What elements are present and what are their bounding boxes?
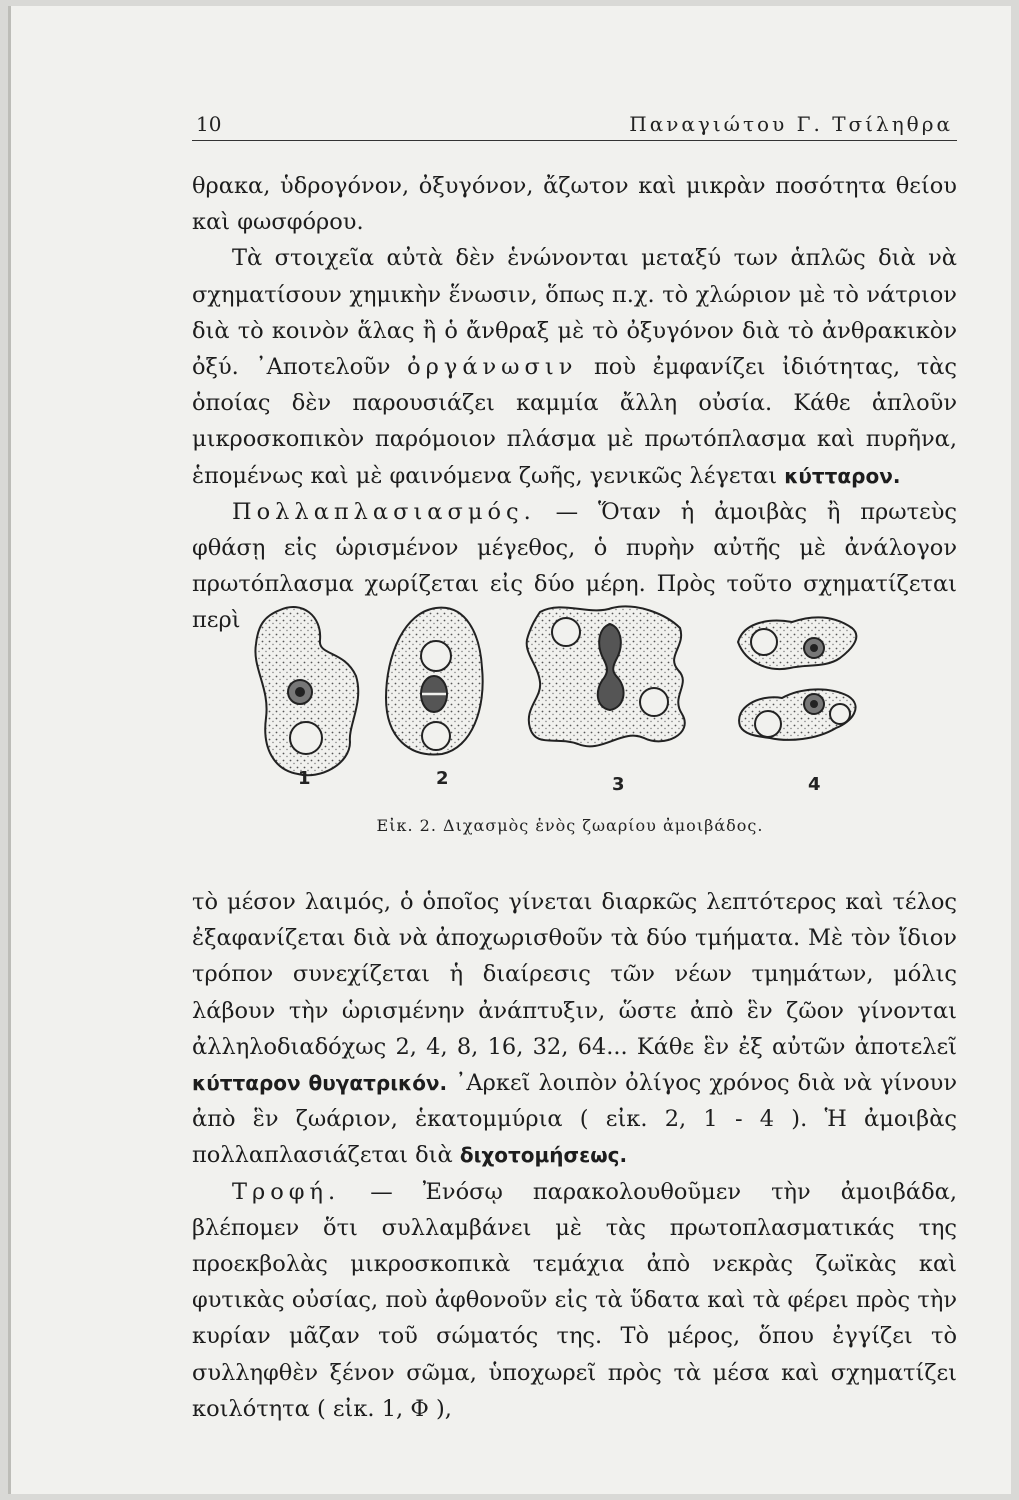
bold-term-kyttaron: κύτταρον. <box>784 463 901 488</box>
amoeba-illustration <box>240 598 960 800</box>
figure-label-1: 1 <box>298 768 311 789</box>
amoeba-stage-2 <box>386 608 483 755</box>
amoeba-stage-3 <box>527 606 685 746</box>
paragraph-5-text: — Ἐνόσῳ παρακολουθοῦμεν τὴν ἀμοιβάδα, βλέπομεν ὅτι συλλαμβάνει μὲ τὰς πρωτοπλασματικάς της προεκβολὰς μικροσκοπικὰ τεμάχια ἀπὸ νεκρὰς ζωϊκὰς καὶ φυτικὰς οὐσίας, ποὺ ἀφθονοῦν εἰς τὰ ὕδατα καὶ τὰ φέρει πρὸς τὴν κυρίαν μᾶζαν τοῦ σώματός της. Τὸ μέρος, ὅπου ἐγγίζει τὸ συλληφθὲν ξένον σῶμα, ὑποχωρεῖ πρὸς τὰ μέσα καὶ σχηματίζει κοιλότητα ( εἰκ. 1, Φ ), <box>192 1178 957 1422</box>
paragraph-1: θρακα, ὑδρογόνον, ὀξυγόνον, ἄζωτον καὶ μικρὰν ποσότητα θείου καὶ φωσφόρου. <box>192 173 957 236</box>
page-number: 10 <box>196 112 222 136</box>
spaced-term-organosin: ὀργάνωσιν <box>407 354 578 381</box>
bold-term-daughter-cell: κύτταρον θυγατρικόν. <box>192 1071 448 1096</box>
bold-term-dichotomy: διχοτομήσεως. <box>459 1143 628 1168</box>
section-heading-multiplication: Πολλαπλασιασμός. <box>232 498 536 525</box>
page-header <box>192 110 957 141</box>
figure-label-2: 2 <box>436 768 449 789</box>
paragraph-4-part-a: τὸ μέσον λαιμός, ὁ ὁποῖος γίνεται διαρκῶς λεπτότερος καὶ τέλος ἐξαφανίζεται διὰ νὰ ἀποχωρισθοῦν τὰ δύο τμήματα. Μὲ τὸν ἴδιον τρόπον συνεχίζεται ἡ διαίρεσις τῶν νέων τμημάτων, μόλις λάβουν τὴν ὡρισμένην ἀνάπτυξιν, ὥστε ἀπὸ ἓν ζῶον γίνονται ἀλληλοδιαδόχως 2, 4, 8, 16, 32, 64... Κάθε ἓν ἐξ αὐτῶν ἀποτελεῖ <box>192 889 957 1060</box>
paragraph-5 <box>192 1174 957 1427</box>
paragraph-4 <box>192 884 957 1174</box>
paragraph-3-text: — Ὅταν ἡ ἀμοιβὰς ἢ πρωτεὺς φθάσῃ εἰς ὡρισμένον μέγεθος, ὁ πυρὴν αὐτῆς μὲ ἀνάλογον πρωτόπλασμα χωρίζεται εἰς δύο μέρη. Πρὸς τοῦτο σχηματίζεται περὶ <box>192 498 957 634</box>
paragraph-4-part-b: ᾿Αρκεῖ λοιπὸν ὀλίγος χρόνος διὰ νὰ γίνουν ἀπὸ ἓν ζωάριον, ἑκατομμύρια ( εἰκ. 2, 1 - 4 ). Ἡ ἀμοιβὰς πολλαπλασιάζεται διὰ <box>192 1070 957 1169</box>
paragraph-2-part-b: ποὺ ἐμφανίζει ἰδιότητας, τὰς ὁποίας δὲν παρουσιάζει καμμία ἄλλη οὐσία. Κάθε ἁπλοῦν μικροσκοπικὸν παρόμοιον πλάσμα μὲ πρωτόπλασμα καὶ πυρῆνα, ἑπομένως καὶ μὲ φαινόμενα ζωῆς, γενικῶς λέγεται <box>192 354 957 489</box>
text-block-bottom <box>192 884 957 1427</box>
figure-label-4: 4 <box>808 774 821 795</box>
figure-caption: Εἰκ. 2. Διχασμὸς ἑνὸς ζωαρίου ἀμοιβάδος. <box>376 816 764 835</box>
paragraph-2 <box>192 240 957 493</box>
running-title: Παναγιώτου Γ. Τσίληθρα <box>629 112 953 136</box>
figure-label-3: 3 <box>612 774 625 795</box>
amoeba-stage-4 <box>738 617 856 739</box>
amoeba-division-figure <box>240 598 960 800</box>
paragraph-2-part-a: Τὰ στοιχεῖα αὐτὰ δὲν ἑνώνονται μεταξύ των ἁπλῶς διὰ νὰ σχηματίσουν χημικὴν ἕνωσιν, ὅπως π.χ. τὸ χλώριον μὲ τὸ νάτριον διὰ τὸ κοινὸν ἅλας ἢ ὁ ἄνθραξ μὲ τὸ ὀξυγόνον διὰ τὸ ἀνθρακικὸν ὀξύ. ᾿Αποτελοῦν <box>192 245 957 381</box>
section-heading-nutrition: Τροφή. <box>232 1178 341 1205</box>
text-block-top <box>192 168 957 639</box>
amoeba-stage-1 <box>255 607 358 775</box>
